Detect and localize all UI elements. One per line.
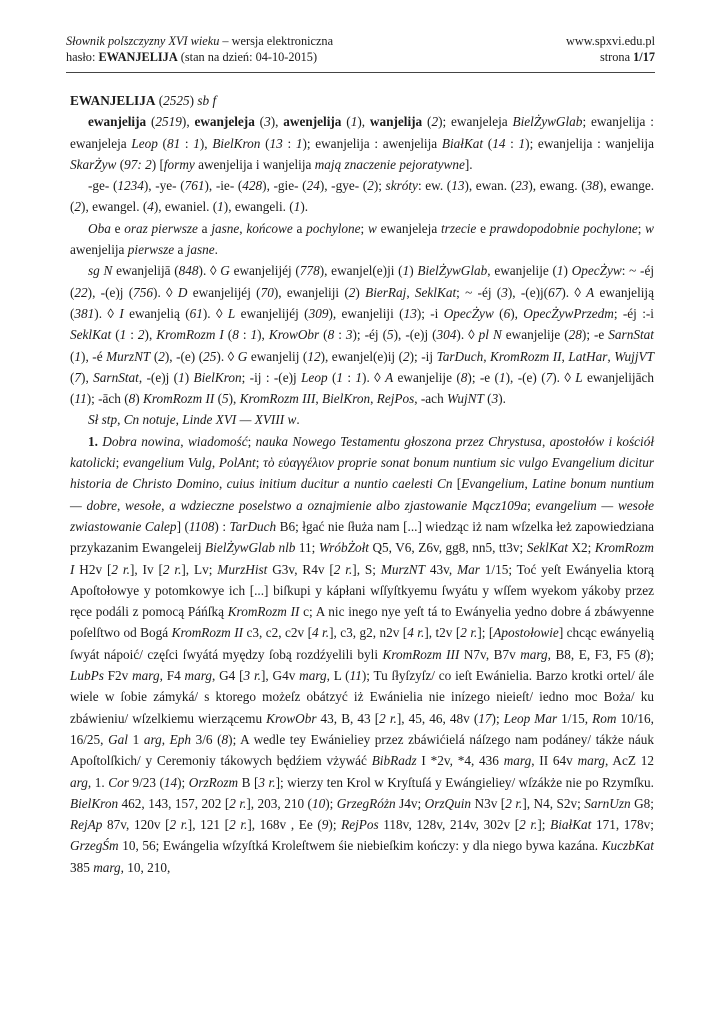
header-entry-info: hasło: EWANJELIJA (stan na dzień: 04-10-2015) [66,50,318,64]
entry-inflection: sg N ewanjelijā (848). ◊ G ewanjelijéj (778), ewanjel(e)ji (1) BielŻywGlab, ewanjelije (1) OpecŻyw: ~ -éj (22), -(e)j (756). ◊ D ewanjelijéj (70), ewanjeliji (2) BierRaj, SeklKat; ~ -éj (3), -(e)j(67). ◊ A ewanjeliją (381). ◊ I ewanjelią (61). ◊ L ewanjelijéj (309), ewanjeliji (13); -i OpecŻyw (6), OpecŻywPrzedm; -éj :-i SeklKat (1 : 2), KromRozm I (8 : 1), KrowObr (8 : 3); -éj (5), -(e)j (304). ◊ pl N ewanjelije (28); -e SarnStat (1), -é MurzNT (2), -(e) (25). ◊ G ewanjelij (12), ewanjel(e)ij (2); -ij TarDuch, KromRozm II, LatHar, WujjVT (7), SarnStat, -(e)j (1) BielKron; -ij : -(e)j Leop (1 : 1). ◊ A ewanjelije (8); -e (1), -(e) (7). ◊ L ewanjelijāch (11); -āch (8) KromRozm II (5), KromRozm III, BielKron, RejPos, -ach WujNT (3). [70,263,655,407]
header-website[interactable]: www.spxvi.edu.pl [565,34,655,48]
header-divider [66,72,655,73]
header-page-number: strona 1/17 [599,50,655,64]
entry-dictionaries: Sł stp, Cn notuje, Linde XVI — XVIII w. [88,412,300,428]
entry-spellings: -ge- (1234), -ye- (761), -ie- (428), -gie- (24), -gye- (2); skróty: ew. (13), ewan. (23), ewang. (38), ewange. (2), ewangel. (4), ewaniel. (1), ewangeli. (1). [70,178,655,215]
entry-body [70,90,654,878]
entry-forms: ewanjelija (2519), ewanjeleja (3), awenjelija (1), wanjelija (2); ewanjeleja BielŻywGlab; ewanjelija : ewanjeleja Leop (81 : 1), BielKron (13 : 1); ewanjelija : awenjelija BiałKat (14 : 1); ewanjelija : wanjelija SkarŻyw (97: 2) [formy awenjelija i wanjelija mają znaczenie pejoratywne]. [70,114,654,172]
entry-headword: EWANJELIJA (2525) sb f [70,93,217,108]
page-header [66,33,655,65]
entry-sense-1: 1. Dobra nowina, wiadomość; nauka Nowego Testamentu głoszona przez Chrystusa, apostołów i kościół katolicki; evangelium Vulg, PolAnt; τὸ εὐαγγέλιον proprie sonat bonum nuntium sic vulgo Evangelium dicitur historia de Christo Domino, cuius initium ducitur a nuntio caelesti Cn [Evangelium, Latine bonum nuntium — dobre, wesołe, a wdzieczne poselstwo a oznajmienie albo zjastowanie Mącz109a; evangelium — wesołe zwiastowanie Calep] (1108) : TarDuch B6; łgać nie ſłuża nam [...] wiedząc iż nam wſzelka łeż zapowiedziana przykazanim Ewangeleij BielŻywGlab nlb 11; WróbŻołt Q5, V6, Z6v, gg8, nn5, tt3v; SeklKat X2; KromRozm I H2v [2 r.], Iv [2 r.], Lv; MurzHist G3v, R4v [2 r.], S; MurzNT 43v, Mar 1/15; Toć yeſt Ewányelia ktorą Apoſtołowye y potomkowye ich [...] biſkupi y kápłani wſſyſtkyemu ſwyátu y wſſem wyekom yákoby przez ręce podáli z pomocą Páńſką KromRozm II c; A nic inego nye yeſt tá to Ewányelia yedno dobre á zbáwyenne poſelſtwo od Bogá KromRozm II c3, c2, c2v [4 r.], c3, g2, n2v [4 r.], t2v [2 r.]; [Apostołowie] chcąc ewányelią ſwyát nápoić/ częſci ſwyátá myędzy ſobą rozdźyelili byli KromRozm III N7v, B7v marg, B8, E, F3, F5 (8); LubPs F2v marg, F4 marg, G4 [3 r.], G4v marg, L (11); Tu ſłyſzyſz/ co ieſt Ewánielia. Barzo krotki ortel/ ále wiele w ſobie zámyká/ s ktorego możeſz obátzyć iż Ewánielia nie inízego nieieſt/ iedno moc Boża/ ku zbáwieniu/ wſzelkiemu wierzącemu KrowObr 43, B, 43 [2 r.], 45, 46, 48v (17); Leop Mar 1/15, Rom 10/16, 16/25, Gal 1 arg, Eph 3/6 (8); A wedle tey Ewánieliey przez zbáwićielá náſzego nam podáney/ tákże náuk Apoſtolſkich/ y Ceremoniy tákowych będźiem vżywáć BibRadz I *2v, *4, 436 marg, II 64v marg, AcZ 12 arg, 1. Cor 9/23 (14); OrzRozm B [3 r.]; wierzy ten Krol w Kryſtuſá y Ewángieliey/ wſzákże nie po Rzymſku. BielKron 462, 143, 157, 202 [2 r.], 203, 210 (10); GrzegRóżn J4v; OrzQuin N3v [2 r.], N4, S2v; SarnUzn G8; RejAp 87v, 120v [2 r.], 121 [2 r.], 168v , Ee (9); RejPos 118v, 128v, 214v, 302v [2 r.]; BiałKat 171, 178v; GrzegŚm 10, 56; Ewángelia wſzyſtká Kroleſtwem śie niebieſkim kończy: y dla niego bywa kazána. KuczbKat 385 marg, 10, 210, [70,433,655,875]
entry-phonetics: Oba e oraz pierwsze a jasne, końcowe a pochylone; w ewanjeleja trzecie e prawdopodobnie pochylone; w awenjelija pierwsze a jasne. [70,220,654,258]
header-dictionary-title: Słownik polszczyzny XVI wieku – wersja elektroniczna [66,34,334,48]
